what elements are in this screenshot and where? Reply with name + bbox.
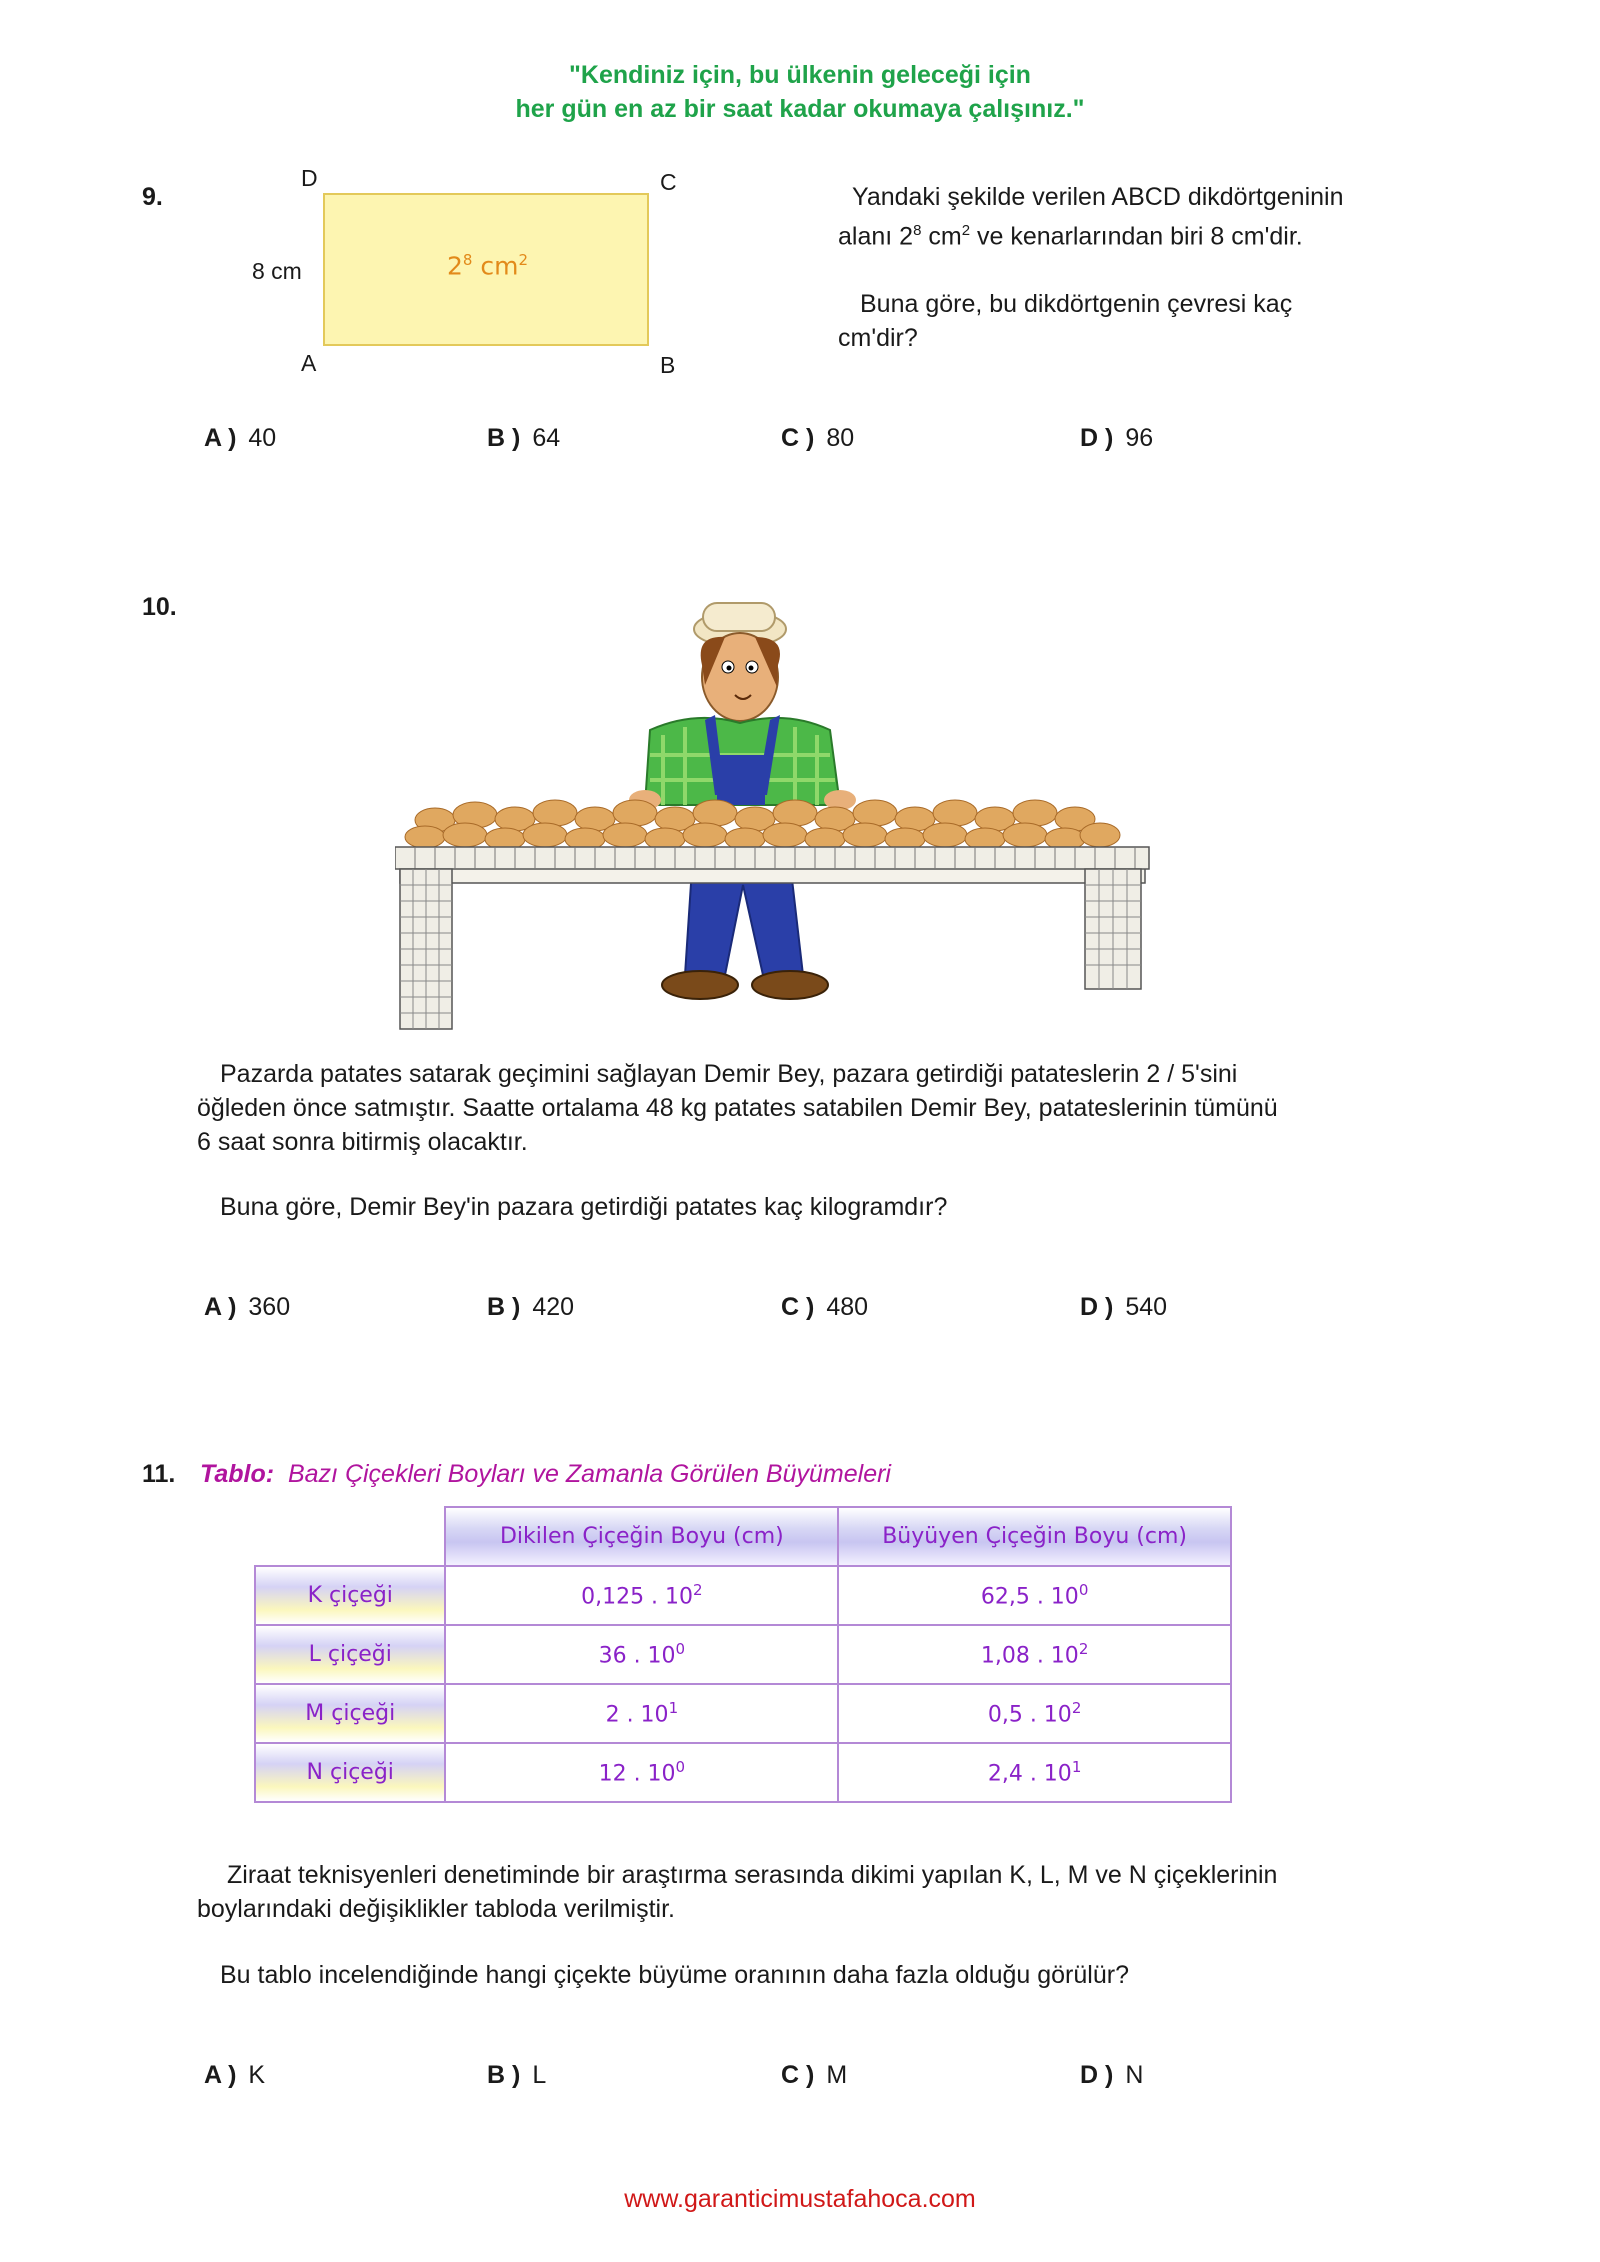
column-header-grown: Büyüyen Çiçeğin Boyu (cm) [838,1507,1231,1566]
row-label-k: K çiçeği [255,1566,445,1625]
column-header-planted: Dikilen Çiçeğin Boyu (cm) [445,1507,838,1566]
k-grown-height: 62,5 . $10^0$ [838,1566,1231,1625]
question-9-text-line-4: cm'dir? [838,324,918,352]
q9-option-d[interactable]: D ) 96 [1080,424,1154,452]
q9-option-a[interactable]: A ) 40 [204,424,277,452]
question-11-number: 11. [142,1460,176,1488]
question-10-text-line-1: Pazarda patates satarak geçimini sağlayan Demir Bey, pazara getirdiği patateslerin 2 / 5'sini [220,1060,1238,1088]
motto-line-2: her gün en az bir saat kadar okumaya çalışınız." [515,95,1085,123]
q10-option-b[interactable]: B ) 420 [487,1293,575,1321]
table-row [255,1566,1231,1625]
rectangle-area-label: $2^8$ $cm^2$ [447,251,529,281]
q11-option-c[interactable]: C ) M [781,2061,848,2089]
vertex-b-label: B [660,352,676,378]
question-9-text-line-2: alanı $2^8$ $cm^2$ ve kenarlarından biri 8 cm'dir. [838,222,1303,251]
row-label-l: L çiçeği [255,1625,445,1684]
footer-website-link[interactable]: www.garanticimustafahoca.com [624,2185,976,2213]
question-9-text-line-3: Buna göre, bu dikdörtgenin çevresi kaç [860,290,1293,318]
l-grown-height: 1,08 . $10^2$ [838,1625,1231,1684]
q9-option-c[interactable]: C ) 80 [781,424,855,452]
table-title: Tablo: Bazı Çiçekleri Boyları ve Zamanla Görülen Büyümeleri [200,1460,891,1488]
k-planted-height: 0,125 . $10^2$ [445,1566,838,1625]
m-planted-height: 2 . $10^1$ [445,1684,838,1743]
l-planted-height: 36 . $10^0$ [445,1625,838,1684]
q10-option-d[interactable]: D ) 540 [1080,1293,1168,1321]
vertex-a-label: A [301,350,317,376]
vertex-d-label: D [301,165,318,191]
question-9-number: 9. [142,183,163,211]
question-11-text-line-1: Ziraat teknisyenleri denetiminde bir araştırma serasında dikimi yapılan K, L, M ve N çiçeklerinin [227,1861,1278,1889]
question-10-question: Buna göre, Demir Bey'in pazara getirdiği patates kaç kilogramdır? [220,1193,948,1221]
question-10-text-line-3: 6 saat sonra bitirmiş olacaktır. [197,1128,528,1156]
q9-option-b[interactable]: B ) 64 [487,424,561,452]
question-9-text-line-1: Yandaki şekilde verilen ABCD dikdörtgeninin [852,183,1344,211]
question-11-question: Bu tablo incelendiğinde hangi çiçekte büyüme oranının daha fazla olduğu görülür? [220,1961,1129,1989]
q11-option-d[interactable]: D ) N [1080,2061,1144,2089]
m-grown-height: 0,5 . $10^2$ [838,1684,1231,1743]
n-grown-height: 2,4 . $10^1$ [838,1743,1231,1802]
row-label-m: M çiçeği [255,1684,445,1743]
q10-option-c[interactable]: C ) 480 [781,1293,869,1321]
q11-option-b[interactable]: B ) L [487,2061,547,2089]
q10-option-a[interactable]: A ) 360 [204,1293,291,1321]
row-label-n: N çiçeği [255,1743,445,1802]
farmer-potato-stall-illustration [395,595,1155,1055]
question-10-number: 10. [142,593,177,621]
table-row [255,1684,1231,1743]
motto-line-1: "Kendiniz için, bu ülkenin geleceği için [569,61,1031,89]
side-length-label: 8 cm [252,258,302,284]
vertex-c-label: C [660,169,677,195]
question-11-text-line-2: boylarındaki değişiklikler tabloda verilmiştir. [197,1895,675,1923]
flower-growth-table [254,1506,1232,1803]
table-row [255,1743,1231,1802]
n-planted-height: 12 . $10^0$ [445,1743,838,1802]
question-10-text-line-2: öğleden önce satmıştır. Saatte ortalama 48 kg patates satabilen Demir Bey, patateslerinin tümünü [197,1094,1278,1122]
table-row [255,1625,1231,1684]
q11-option-a[interactable]: A ) K [204,2061,266,2089]
